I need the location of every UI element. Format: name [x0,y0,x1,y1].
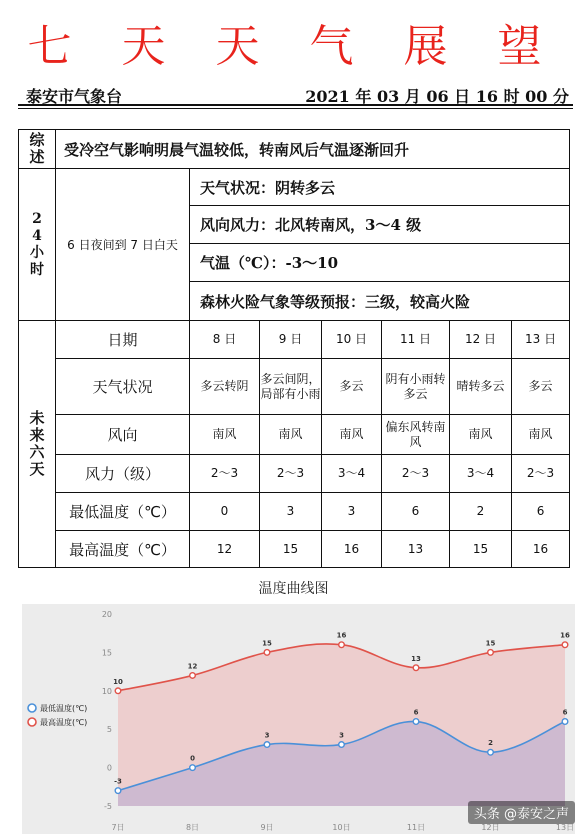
row-label-max-temp: 最高温度（℃） [56,531,190,568]
day-weather: 多云 [512,359,570,415]
row-label-wind-force: 风力（级） [56,455,190,493]
day-min-temp: 2 [450,493,512,531]
data-point [562,719,568,725]
x-tick-label: 10日 [332,823,351,832]
day-date: 9 日 [260,321,322,359]
forecast-wind-force-row [19,455,570,493]
data-label: 0 [190,754,195,763]
day-weather: 多云 [322,359,382,415]
day-wind-dir: 南风 [450,415,512,455]
watermark: 头条 @泰安之声 [468,801,575,824]
data-point [562,642,568,648]
y-tick-label: 10 [101,686,112,696]
data-label: 6 [413,708,419,717]
data-label: 15 [485,639,496,648]
today-temp: 气温（℃）：-3～10 [190,244,570,282]
day-wind-dir: 南风 [260,415,322,455]
legend-label: 最低温度(℃) [40,704,88,713]
day-min-temp: 3 [260,493,322,531]
day-weather: 多云转阴 [190,359,260,415]
chart-title: 温度曲线图 [258,581,329,597]
y-tick-label: 0 [106,763,112,773]
day-weather: 阴有小雨转多云 [382,359,450,415]
summary-label-text: 综述 [29,131,45,166]
day-weather: 晴转多云 [450,359,512,415]
page-title: 七 天 天 气 展 望 [27,21,560,72]
row-label-min-temp: 最低温度（℃） [56,493,190,531]
day-min-temp: 0 [190,493,260,531]
day-wind-force: 2～3 [190,455,260,493]
data-point [488,650,494,656]
day-wind-dir: 南风 [512,415,570,455]
row-label-date: 日期 [56,321,190,359]
day-wind-dir: 南风 [190,415,260,455]
today-weather: 天气状况：阴转多云 [190,169,570,206]
day-max-temp: 16 [512,531,570,568]
issue-datetime: 2021 年 03 月 06 日 16 时 00 分 [305,87,569,106]
summary-text: 受冷空气影响明晨气温较低，转南风后气温逐渐回升 [56,130,570,169]
day-max-temp: 15 [260,531,322,568]
y-tick-label: 20 [101,610,112,619]
data-point [339,642,345,648]
today-period: 6 日夜间到 7 日白天 [56,169,190,321]
data-label: 3 [264,731,270,740]
data-point [413,719,419,725]
day-date: 8 日 [190,321,260,359]
forecast-weather-row [19,359,570,415]
x-tick-label: 8日 [185,823,200,832]
data-label: 10 [113,677,123,686]
summary-label [19,130,56,169]
day-date: 12 日 [450,321,512,359]
day-max-temp: 13 [382,531,450,568]
data-point [115,788,121,794]
forecast-min-temp-row [19,493,570,531]
data-label: 15 [262,639,272,648]
temperature-chart-svg [22,604,575,834]
day-wind-force: 2～3 [382,455,450,493]
legend-label: 最高温度(℃) [40,718,88,727]
data-label: 12 [187,662,198,671]
forecast-wind-dir-row [19,415,570,455]
today-wind: 风向风力：北风转南风，3～4 级 [190,206,570,244]
data-point [339,742,345,748]
day-date: 10 日 [322,321,382,359]
day-wind-dir: 南风 [322,415,382,455]
y-tick-label: -5 [104,802,112,811]
y-tick-label: 15 [101,648,112,658]
row-label-wind-dir: 风向 [56,415,190,455]
day-wind-force: 2～3 [512,455,570,493]
x-tick-label: 13日 [555,823,575,832]
data-label: -3 [114,777,122,786]
x-tick-label: 9日 [260,823,274,832]
header-rule-thin [18,108,573,109]
data-point [264,742,270,748]
data-label: 3 [339,731,344,740]
data-point [115,688,121,694]
data-point [190,673,196,679]
day-wind-force: 3～4 [450,455,512,493]
data-point [264,650,270,656]
forecast-label [19,321,56,568]
day-max-temp: 16 [322,531,382,568]
day-min-temp: 3 [322,493,382,531]
data-point [488,749,494,755]
day-wind-force: 3～4 [322,455,382,493]
data-point [413,665,419,671]
x-tick-label: 11日 [406,823,426,832]
day-wind-dir: 偏东风转南风 [382,415,450,455]
data-label: 13 [411,654,421,663]
summary-row [19,130,570,169]
x-tick-label: 7日 [111,823,125,832]
forecast-table [18,129,570,568]
y-tick-label: 5 [106,725,112,735]
legend-swatch [28,718,36,726]
forecast-label-text: 未来六天 [29,409,45,478]
day-min-temp: 6 [512,493,570,531]
day-weather: 多云间阴，局部有小雨 [260,359,322,415]
forecast-date-row [19,321,570,359]
day-max-temp: 12 [190,531,260,568]
data-label: 16 [336,631,347,640]
day-date: 13 日 [512,321,570,359]
today-label [19,169,56,321]
temperature-chart [22,604,575,834]
data-label: 2 [488,739,493,748]
today-fire-risk: 森林火险气象等级预报：三级，较高火险 [190,282,570,321]
day-date: 11 日 [382,321,450,359]
forecast-max-temp-row [19,531,570,568]
day-max-temp: 15 [450,531,512,568]
data-label: 6 [562,708,568,717]
x-tick-label: 12日 [481,823,500,832]
header-rule-thick [18,104,573,106]
data-point [190,765,196,771]
row-label-weather: 天气状况 [56,359,190,415]
day-wind-force: 2～3 [260,455,322,493]
today-label-text: 24小时 [30,210,44,278]
legend-swatch [28,704,36,712]
data-label: 16 [560,631,570,640]
agency-name: 泰安市气象台 [26,87,123,106]
day-min-temp: 6 [382,493,450,531]
